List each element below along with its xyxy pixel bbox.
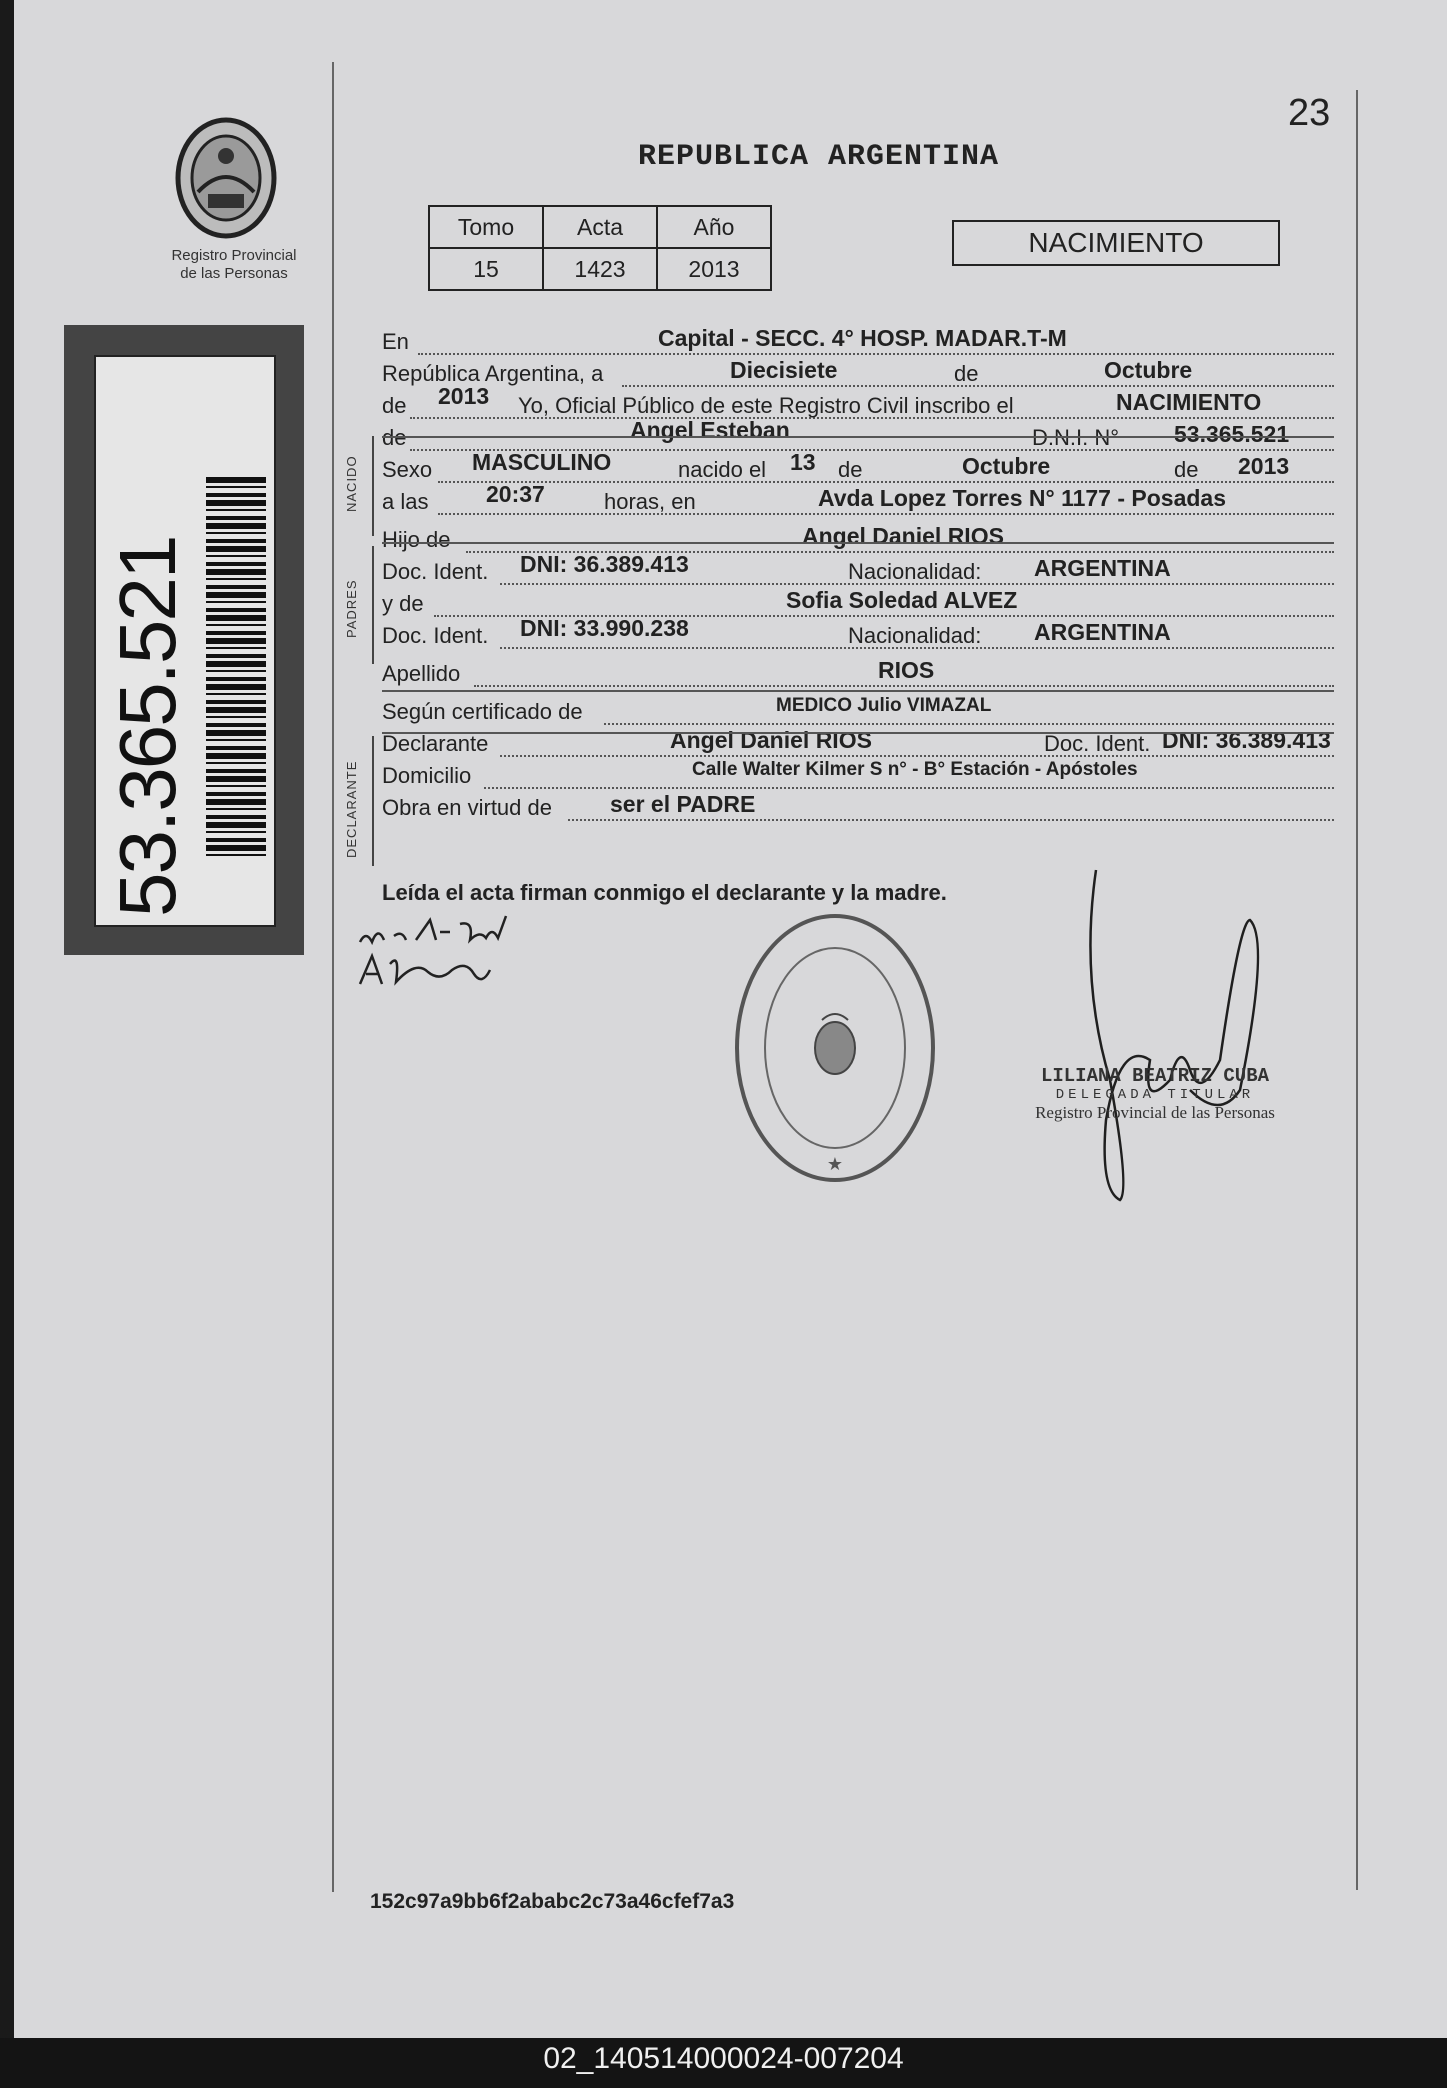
hora-dots: [438, 513, 1334, 515]
hijo-de-label: Hijo de: [382, 527, 451, 552]
separator-nacido: [382, 436, 1334, 438]
signatory-block: [1005, 1065, 1305, 1123]
lugar-value: Avda Lopez Torres N° 1177 - Posadas: [818, 485, 1227, 511]
declarante-doc-label: Doc. Ident.: [1044, 731, 1151, 756]
signatory-office: Registro Provincial de las Personas: [1035, 1103, 1275, 1122]
birth-record-form: [382, 325, 1334, 823]
hora-value: 20:37: [486, 481, 545, 507]
declarante-dots: [500, 755, 1334, 757]
declarante-value: Angel Daniel RIOS: [670, 727, 872, 753]
en-label: En: [382, 329, 409, 354]
certificado-value: MEDICO Julio VIMAZAL: [776, 695, 992, 716]
madre-doc-label: Doc. Ident.: [382, 623, 489, 648]
ref-header-tomo: Tomo: [429, 206, 543, 248]
side-label-nacido: NACIDO: [344, 455, 359, 512]
row-en: [382, 325, 1334, 357]
official-signature: [1070, 860, 1280, 1210]
en-value: Capital - SECC. 4° HOSP. MADAR.T-M: [658, 325, 1067, 351]
declarante-doc: DNI: 36.389.413: [1162, 727, 1331, 753]
apellido-label: Apellido: [382, 661, 461, 686]
country-title: REPUBLICA ARGENTINA: [638, 140, 1000, 174]
horas-en-label: horas, en: [604, 489, 696, 514]
de-anio-label: de: [382, 393, 407, 418]
nacido-mes: Octubre: [962, 453, 1051, 479]
nacido-bracket: [372, 436, 374, 536]
registry-label-line2: de las Personas: [180, 265, 288, 282]
separator-declarante: [382, 732, 1334, 734]
domicilio-label: Domicilio: [382, 763, 472, 788]
dni-label: D.N.I. N°: [1032, 425, 1120, 450]
separator-apellido: [382, 690, 1334, 692]
side-label-declarante: DECLARANTE: [344, 760, 359, 858]
reference-table: [428, 205, 772, 291]
closing-text: Leída el acta firman conmigo el declarante y la madre.: [382, 880, 947, 905]
barcode-number: 53.365.521: [103, 536, 192, 917]
de-label: de: [954, 361, 979, 386]
nacido-dia: 13: [790, 449, 816, 475]
certificado-dots: [604, 723, 1334, 725]
barcode-frame: [64, 325, 304, 955]
obra-label: Obra en virtud de: [382, 795, 552, 820]
ref-value-anio: 2013: [657, 248, 771, 290]
nombre-value: Angel Esteban: [630, 417, 790, 443]
nacido-anio: 2013: [1238, 453, 1290, 479]
row-obra: [382, 791, 1334, 823]
dni-value: 53.365.521: [1174, 421, 1290, 447]
separator-padres: [382, 542, 1334, 544]
nacido-de-label: de: [838, 457, 863, 482]
row-certificado: [382, 695, 1334, 727]
sexo-dots: [438, 481, 1334, 483]
row-apellido: [382, 657, 1334, 689]
ref-header-acta: Acta: [543, 206, 657, 248]
a-las-label: a las: [382, 489, 429, 514]
registry-label: [144, 247, 324, 283]
footer-filename: 02_140514000024-007204: [543, 2042, 904, 2075]
signatory-title: DELEGADA TITULAR: [1055, 1087, 1255, 1103]
domicilio-dots: [484, 787, 1334, 789]
official-stamp-icon: [730, 908, 940, 1188]
certificado-label: Según certificado de: [382, 699, 583, 724]
padre-nac-label: Nacionalidad:: [848, 559, 982, 584]
apellido-dots: [474, 685, 1334, 687]
record-type-box: NACIMIENTO: [952, 220, 1280, 266]
nombre-de-label: de: [382, 425, 407, 450]
domicilio-value: Calle Walter Kilmer S n° - B° Estación - Apóstoles: [692, 759, 1138, 780]
padres-bracket: [372, 546, 374, 664]
oficial-text: Yo, Oficial Público de este Registro Civil inscribo el: [518, 393, 1014, 418]
row-domicilio: [382, 759, 1334, 791]
page-number: 23: [1288, 92, 1331, 134]
row-hora: [382, 481, 1334, 517]
mes-value: Octubre: [1104, 357, 1193, 383]
ref-header-anio: Año: [657, 206, 771, 248]
padre-nac: ARGENTINA: [1034, 555, 1171, 581]
left-frame-line: [332, 62, 334, 1892]
nacido-de2-label: de: [1174, 457, 1199, 482]
inscripcion-value: NACIMIENTO: [1116, 389, 1262, 415]
handwritten-signatures: [356, 912, 556, 1002]
apellido-value: RIOS: [878, 657, 935, 683]
row-padre-doc: [382, 551, 1334, 587]
madre-value: Sofia Soledad ALVEZ: [786, 587, 1018, 613]
sexo-value: MASCULINO: [472, 449, 612, 475]
declarante-bracket: [372, 736, 374, 866]
dia-value: Diecisiete: [730, 357, 838, 383]
madre-nac-label: Nacionalidad:: [848, 623, 982, 648]
side-label-padres: PADRES: [344, 579, 359, 638]
y-de-label: y de: [382, 591, 424, 616]
en-dots: [418, 353, 1334, 355]
madre-nac: ARGENTINA: [1034, 619, 1171, 645]
madre-doc: DNI: 33.990.238: [520, 615, 689, 641]
anio-value: 2013: [438, 383, 490, 409]
document-hash: 152c97a9bb6f2ababc2c73a46cfef7a3: [370, 1890, 735, 1913]
barcode-label: [94, 355, 276, 927]
row-republica: [382, 357, 1334, 389]
padre-doc-label: Doc. Ident.: [382, 559, 489, 584]
signatory-name: LILIANA BEATRIZ CUBA: [1040, 1065, 1270, 1087]
registry-label-line1: Registro Provincial: [171, 247, 297, 264]
right-frame-line: [1356, 90, 1358, 1890]
nacido-el-label: nacido el: [678, 457, 767, 482]
row-anio: [382, 383, 1334, 421]
padre-value: Angel Daniel RIOS: [802, 523, 1004, 549]
declarante-label: Declarante: [382, 731, 489, 756]
padre-doc: DNI: 36.389.413: [520, 551, 689, 577]
republica-label: República Argentina, a: [382, 361, 604, 386]
obra-value: ser el PADRE: [610, 791, 756, 817]
sexo-label: Sexo: [382, 457, 433, 482]
obra-dots: [568, 819, 1334, 821]
row-madre-doc: [382, 615, 1334, 651]
barcode-stripes: [206, 477, 266, 857]
svg-text:★: ★: [826, 1154, 844, 1175]
ref-value-acta: 1423: [543, 248, 657, 290]
ref-value-tomo: 15: [429, 248, 543, 290]
registry-seal-icon: [170, 112, 282, 244]
